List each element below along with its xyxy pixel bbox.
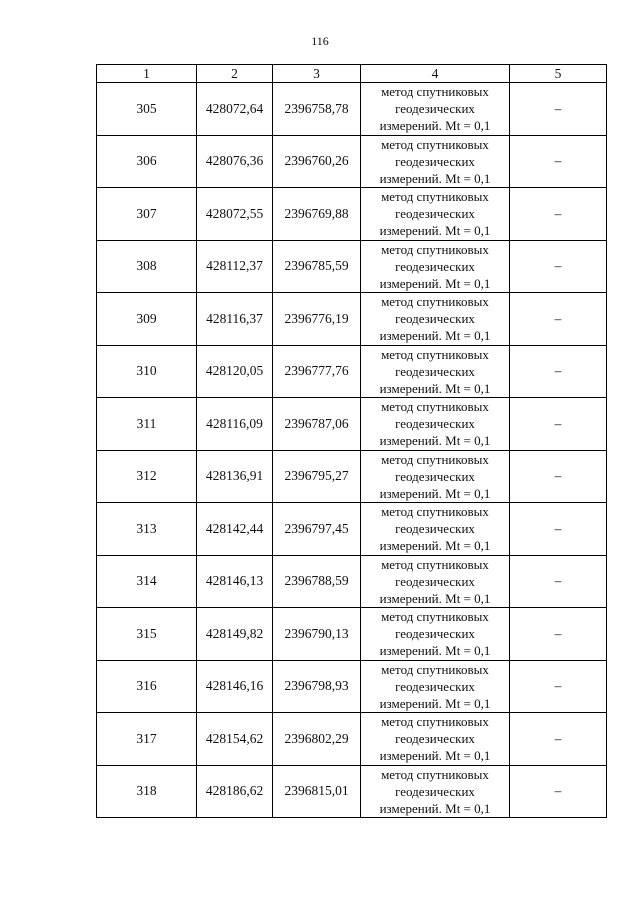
method-text-line: геодезических bbox=[395, 468, 475, 484]
table-row bbox=[97, 608, 607, 661]
x-coordinate-cell: 428186,62 bbox=[197, 765, 273, 818]
y-coordinate-cell: 2396776,19 bbox=[273, 293, 361, 346]
method-text-line: измерений. Mt = 0,1 bbox=[379, 223, 491, 239]
method-text-line: метод спутниковых bbox=[381, 346, 489, 362]
method-cell bbox=[361, 293, 510, 346]
column-header: 4 bbox=[361, 65, 510, 83]
table-row bbox=[97, 293, 607, 346]
note-cell: – bbox=[510, 398, 607, 451]
table-row bbox=[97, 135, 607, 188]
point-number-cell: 314 bbox=[97, 555, 197, 608]
x-coordinate-cell: 428136,91 bbox=[197, 450, 273, 503]
note-cell: – bbox=[510, 660, 607, 713]
method-cell bbox=[361, 240, 510, 293]
method-text-line: измерений. Mt = 0,1 bbox=[379, 590, 491, 606]
x-coordinate-cell: 428146,13 bbox=[197, 555, 273, 608]
method-cell bbox=[361, 713, 510, 766]
x-coordinate-cell: 428076,36 bbox=[197, 135, 273, 188]
method-cell bbox=[361, 660, 510, 713]
method-text-line: геодезических bbox=[395, 311, 475, 327]
x-coordinate-cell: 428120,05 bbox=[197, 345, 273, 398]
method-cell bbox=[361, 135, 510, 188]
method-text-line: метод спутниковых bbox=[381, 84, 489, 100]
method-text-line: метод спутниковых bbox=[381, 556, 489, 572]
point-number-cell: 309 bbox=[97, 293, 197, 346]
y-coordinate-cell: 2396788,59 bbox=[273, 555, 361, 608]
y-coordinate-cell: 2396797,45 bbox=[273, 503, 361, 556]
method-text-line: геодезических bbox=[395, 363, 475, 379]
note-cell: – bbox=[510, 713, 607, 766]
method-text-line: измерений. Mt = 0,1 bbox=[379, 118, 491, 134]
y-coordinate-cell: 2396802,29 bbox=[273, 713, 361, 766]
point-number-cell: 318 bbox=[97, 765, 197, 818]
table-row bbox=[97, 83, 607, 136]
point-number-cell: 308 bbox=[97, 240, 197, 293]
table-row bbox=[97, 345, 607, 398]
method-text-line: геодезических bbox=[395, 206, 475, 222]
table-row bbox=[97, 398, 607, 451]
method-text-line: метод спутниковых bbox=[381, 504, 489, 520]
note-cell: – bbox=[510, 765, 607, 818]
method-cell bbox=[361, 765, 510, 818]
method-cell bbox=[361, 83, 510, 136]
table-row bbox=[97, 503, 607, 556]
method-text-line: геодезических bbox=[395, 258, 475, 274]
table-row bbox=[97, 450, 607, 503]
method-text-line: измерений. Mt = 0,1 bbox=[379, 538, 491, 554]
method-text-line: метод спутниковых bbox=[381, 294, 489, 310]
method-text-line: измерений. Mt = 0,1 bbox=[379, 380, 491, 396]
method-text-line: метод спутниковых bbox=[381, 189, 489, 205]
note-cell: – bbox=[510, 240, 607, 293]
x-coordinate-cell: 428072,64 bbox=[197, 83, 273, 136]
method-text-line: измерений. Mt = 0,1 bbox=[379, 433, 491, 449]
table-row bbox=[97, 765, 607, 818]
x-coordinate-cell: 428072,55 bbox=[197, 188, 273, 241]
x-coordinate-cell: 428146,16 bbox=[197, 660, 273, 713]
method-cell bbox=[361, 608, 510, 661]
method-text-line: метод спутниковых bbox=[381, 766, 489, 782]
x-coordinate-cell: 428116,37 bbox=[197, 293, 273, 346]
x-coordinate-cell: 428112,37 bbox=[197, 240, 273, 293]
point-number-cell: 315 bbox=[97, 608, 197, 661]
y-coordinate-cell: 2396777,76 bbox=[273, 345, 361, 398]
note-cell: – bbox=[510, 555, 607, 608]
note-cell: – bbox=[510, 293, 607, 346]
coordinates-table bbox=[96, 64, 607, 818]
point-number-cell: 311 bbox=[97, 398, 197, 451]
y-coordinate-cell: 2396815,01 bbox=[273, 765, 361, 818]
column-header: 2 bbox=[197, 65, 273, 83]
method-cell bbox=[361, 398, 510, 451]
method-text-line: измерений. Mt = 0,1 bbox=[379, 328, 491, 344]
method-text-line: геодезических bbox=[395, 783, 475, 799]
method-text-line: геодезических bbox=[395, 416, 475, 432]
method-text-line: измерений. Mt = 0,1 bbox=[379, 643, 491, 659]
page-number: 116 bbox=[311, 34, 329, 48]
method-text-line: геодезических bbox=[395, 521, 475, 537]
y-coordinate-cell: 2396760,26 bbox=[273, 135, 361, 188]
y-coordinate-cell: 2396787,06 bbox=[273, 398, 361, 451]
point-number-cell: 307 bbox=[97, 188, 197, 241]
method-cell bbox=[361, 555, 510, 608]
method-text-line: метод спутниковых bbox=[381, 661, 489, 677]
x-coordinate-cell: 428142,44 bbox=[197, 503, 273, 556]
y-coordinate-cell: 2396790,13 bbox=[273, 608, 361, 661]
y-coordinate-cell: 2396795,27 bbox=[273, 450, 361, 503]
column-header: 5 bbox=[510, 65, 607, 83]
point-number-cell: 306 bbox=[97, 135, 197, 188]
method-text-line: метод спутниковых bbox=[381, 714, 489, 730]
table-row bbox=[97, 713, 607, 766]
y-coordinate-cell: 2396758,78 bbox=[273, 83, 361, 136]
y-coordinate-cell: 2396769,88 bbox=[273, 188, 361, 241]
x-coordinate-cell: 428149,82 bbox=[197, 608, 273, 661]
column-header: 1 bbox=[97, 65, 197, 83]
method-cell bbox=[361, 345, 510, 398]
point-number-cell: 312 bbox=[97, 450, 197, 503]
method-text-line: метод спутниковых bbox=[381, 609, 489, 625]
table-row bbox=[97, 660, 607, 713]
method-cell bbox=[361, 503, 510, 556]
method-text-line: геодезических bbox=[395, 678, 475, 694]
method-text-line: измерений. Mt = 0,1 bbox=[379, 748, 491, 764]
table-header-row bbox=[97, 65, 607, 83]
note-cell: – bbox=[510, 135, 607, 188]
note-cell: – bbox=[510, 345, 607, 398]
method-text-line: измерений. Mt = 0,1 bbox=[379, 485, 491, 501]
note-cell: – bbox=[510, 503, 607, 556]
y-coordinate-cell: 2396785,59 bbox=[273, 240, 361, 293]
method-text-line: метод спутниковых bbox=[381, 241, 489, 257]
method-text-line: геодезических bbox=[395, 153, 475, 169]
note-cell: – bbox=[510, 450, 607, 503]
point-number-cell: 317 bbox=[97, 713, 197, 766]
column-header: 3 bbox=[273, 65, 361, 83]
method-text-line: метод спутниковых bbox=[381, 136, 489, 152]
point-number-cell: 310 bbox=[97, 345, 197, 398]
method-text-line: геодезических bbox=[395, 731, 475, 747]
method-text-line: измерений. Mt = 0,1 bbox=[379, 170, 491, 186]
method-text-line: измерений. Mt = 0,1 bbox=[379, 800, 491, 816]
method-text-line: геодезических bbox=[395, 101, 475, 117]
table-row bbox=[97, 555, 607, 608]
note-cell: – bbox=[510, 608, 607, 661]
x-coordinate-cell: 428116,09 bbox=[197, 398, 273, 451]
method-cell bbox=[361, 450, 510, 503]
x-coordinate-cell: 428154,62 bbox=[197, 713, 273, 766]
note-cell: – bbox=[510, 188, 607, 241]
point-number-cell: 313 bbox=[97, 503, 197, 556]
method-text-line: измерений. Mt = 0,1 bbox=[379, 275, 491, 291]
method-text-line: геодезических bbox=[395, 626, 475, 642]
table-row bbox=[97, 188, 607, 241]
method-text-line: метод спутниковых bbox=[381, 451, 489, 467]
method-text-line: измерений. Mt = 0,1 bbox=[379, 695, 491, 711]
point-number-cell: 316 bbox=[97, 660, 197, 713]
method-text-line: метод спутниковых bbox=[381, 399, 489, 415]
method-cell bbox=[361, 188, 510, 241]
note-cell: – bbox=[510, 83, 607, 136]
method-text-line: геодезических bbox=[395, 573, 475, 589]
point-number-cell: 305 bbox=[97, 83, 197, 136]
table-row bbox=[97, 240, 607, 293]
y-coordinate-cell: 2396798,93 bbox=[273, 660, 361, 713]
